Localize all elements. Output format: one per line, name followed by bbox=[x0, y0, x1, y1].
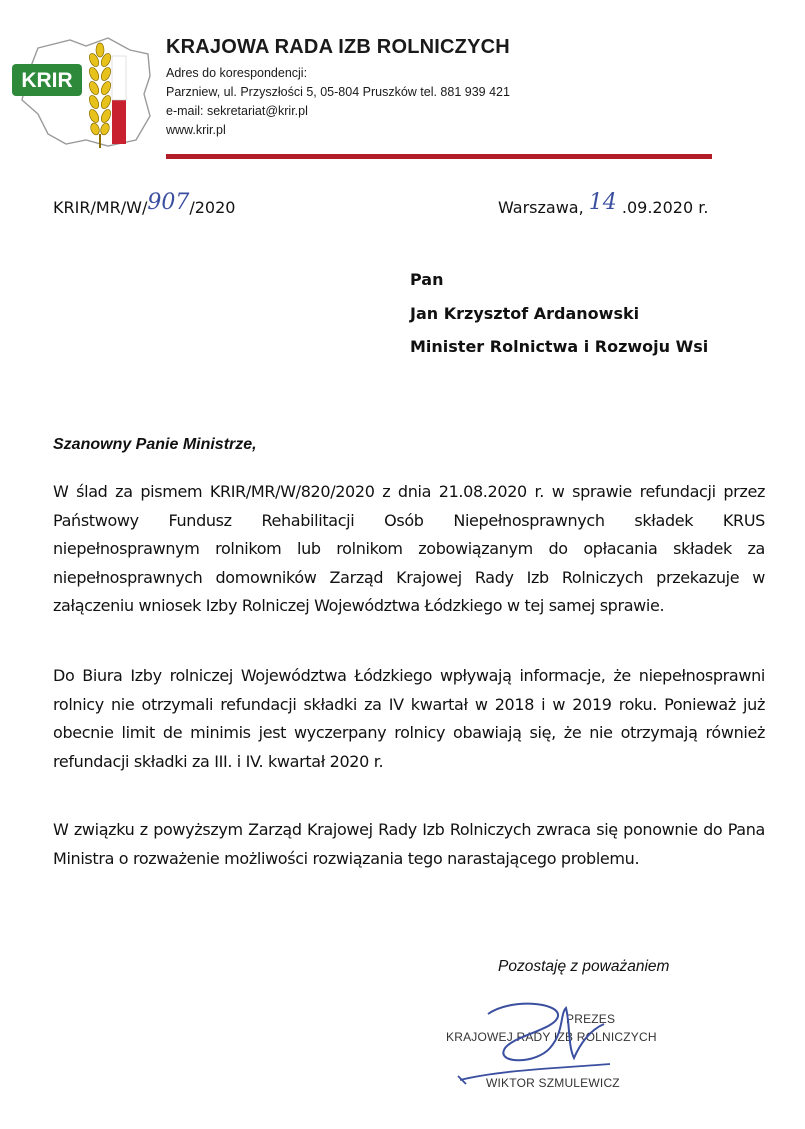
handwritten-signature bbox=[440, 994, 660, 1104]
address-label: Adres do korespondencji: bbox=[166, 66, 308, 80]
addressee-title: Pan bbox=[410, 270, 444, 289]
stamp-name: WIKTOR SZMULEWICZ bbox=[486, 1076, 620, 1090]
body-paragraph-2: Do Biura Izby rolniczej Województwa Łódzkiego wpływają informacje, że niepełnosprawni rolnicy nie otrzymali refundacji składki za IV kwartał w 2018 i w 2019 roku. Ponieważ już obecnie limit de minimis jest wyczerpany rolnicy obawiają się, że nie otrzymają również refundacji składki za III. i IV. kwartał 2020 r. bbox=[53, 666, 765, 771]
body-paragraph-3: W związku z powyższym Zarząd Krajowej Rady Izb Rolniczych zwraca się ponownie do Pana Ministra o rozważenie możliwości rozwiązania tego narastającego problemu. bbox=[53, 820, 765, 868]
krir-logo bbox=[8, 30, 158, 150]
postal-address: Parzniew, ul. Przyszłości 5, 05-804 Pruszków tel. 881 939 421 bbox=[166, 85, 510, 99]
date-handwritten-day: 14 bbox=[588, 190, 617, 215]
logo-text: KRIR bbox=[21, 69, 73, 92]
website: www.krir.pl bbox=[166, 123, 226, 137]
letter-date bbox=[498, 190, 709, 219]
reference-number bbox=[53, 190, 236, 219]
addressee-name: Jan Krzysztof Ardanowski bbox=[410, 304, 640, 323]
wheat-icon bbox=[87, 43, 112, 136]
addressee-position: Minister Rolnictwa i Rozwoju Wsi bbox=[410, 337, 709, 356]
stamp-title: PREZES bbox=[566, 1012, 616, 1026]
reference-suffix: /2020 bbox=[189, 198, 236, 217]
stamp-organization: KRAJOWEJ RADY IZB ROLNICZYCH bbox=[446, 1030, 657, 1044]
date-prefix: Warszawa, bbox=[498, 198, 589, 217]
header-divider bbox=[166, 154, 712, 159]
body-paragraph-1: W ślad za pismem KRIR/MR/W/820/2020 z dnia 21.08.2020 r. w sprawie refundacji przez Państwowy Fundusz Rehabilitacji Osób Niepełnosprawnych składek KRUS niepełnosprawnym rolnikom lub rolnikom zobowiązanym do opłacania składek za niepełnosprawnych domowników Zarząd Krajowej Rady Izb Rolniczych przekazuje w załączeniu wniosek Izby Rolniczej Województwa Łódzkiego w tej samej sprawie. bbox=[53, 482, 765, 615]
organization-name: KRAJOWA RADA IZB ROLNICZYCH bbox=[166, 36, 510, 58]
salutation: Szanowny Panie Ministrze, bbox=[53, 436, 257, 453]
reference-prefix: KRIR/MR/W/ bbox=[53, 198, 148, 217]
closing-phrase: Pozostaję z poważaniem bbox=[498, 958, 670, 975]
email-address: e-mail: sekretariat@krir.pl bbox=[166, 104, 308, 118]
date-suffix: .09.2020 r. bbox=[616, 198, 709, 217]
reference-handwritten-number: 907 bbox=[147, 190, 190, 215]
